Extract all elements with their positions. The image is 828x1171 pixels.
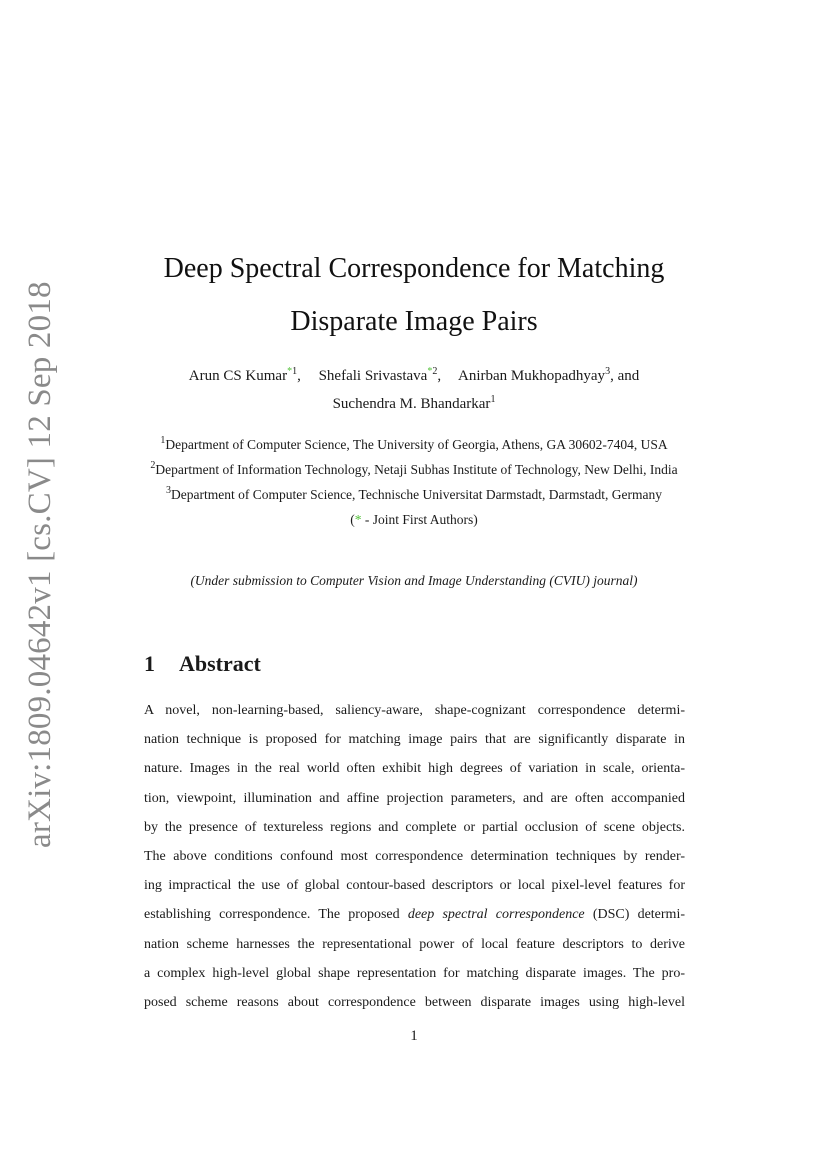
author-1-name: Arun CS Kumar xyxy=(188,368,288,384)
author-3-name: Anirban Mukhopadhyay xyxy=(458,368,606,384)
abstract-text: establishing correspondence. The proposed xyxy=(144,907,408,923)
abstract-line: nation technique is proposed for matching image pairs that are significantly disparate in xyxy=(144,732,685,748)
paper-title-line-2: Disparate Image Pairs xyxy=(290,306,538,337)
author-2-name: Shefali Srivastava xyxy=(318,368,428,384)
abstract-text: (DSC) determi- xyxy=(584,907,685,923)
author-4-name: Suchendra M. Bhandarkar xyxy=(332,396,491,412)
emphasized-term: deep spectral correspondence xyxy=(407,907,585,923)
abstract-line: by the presence of textureless regions and complete or partial occlusion of scene objects. xyxy=(144,819,685,835)
paren: ( xyxy=(350,512,355,527)
submission-note: (Under submission to Computer Vision and Image Understanding (CVIU) journal) xyxy=(190,573,638,588)
abstract-line: nation scheme harnesses the representational power of local feature descriptors to derive xyxy=(144,936,685,952)
affiliation-text: Department of Computer Science, The University of Georgia, Athens, GA 30602-7404, USA xyxy=(165,437,668,452)
joint-first-author-marker: * xyxy=(354,512,362,527)
author-1-affiliation-mark: 1 xyxy=(292,366,298,377)
joint-first-authors-note xyxy=(100,511,728,529)
arxiv-stamp: arXiv:1809.04642v1 [cs.CV] 12 Sep 2018 xyxy=(22,281,58,848)
author-2 xyxy=(319,368,441,384)
joint-first-author-marker: * xyxy=(287,366,293,377)
author-list xyxy=(120,366,708,386)
section-title: Abstract xyxy=(179,651,261,676)
abstract-line: a complex high-level global shape representation for matching disparate images. The pro- xyxy=(144,965,685,981)
author-separator: , xyxy=(297,368,301,384)
page-number: 1 xyxy=(410,1028,418,1044)
author-3 xyxy=(458,368,639,384)
affiliation-mark: 1 xyxy=(160,435,166,446)
abstract-line: ing impractical the use of global contour-based descriptors or local pixel-level features for xyxy=(144,878,685,894)
section-number: 1 xyxy=(144,651,155,676)
author-separator: , and xyxy=(610,368,640,384)
abstract-line: posed scheme reasons about correspondence between disparate images using high-level xyxy=(144,994,685,1010)
affiliation-text: Department of Information Technology, Netaji Subhas Institute of Technology, New Delhi, India xyxy=(155,462,678,477)
author-3-affiliation-mark: 3 xyxy=(605,366,611,377)
affiliation-1 xyxy=(100,436,728,454)
affiliation-text: Department of Computer Science, Technische Universitat Darmstadt, Darmstadt, Germany xyxy=(170,487,663,502)
abstract-line: tion, viewpoint, illumination and affine projection parameters, and are often accompanied xyxy=(144,790,685,806)
paper-title-line-1: Deep Spectral Correspondence for Matching xyxy=(163,253,665,284)
author-2-affiliation-mark: 2 xyxy=(432,366,438,377)
abstract-line: The above conditions confound most correspondence determination techniques by render- xyxy=(144,848,685,864)
abstract-line: nature. Images in the real world often exhibit high degrees of variation in scale, orienta- xyxy=(144,761,685,777)
abstract-line: A novel, non-learning-based, saliency-aware, shape-cognizant correspondence determi- xyxy=(144,703,685,718)
affiliation-3 xyxy=(100,486,728,504)
author-4 xyxy=(333,396,496,412)
author-list-continued xyxy=(120,394,708,414)
abstract-body xyxy=(144,701,685,1022)
section-heading xyxy=(144,650,261,678)
joint-first-author-marker: * xyxy=(427,366,433,377)
affiliation-2 xyxy=(100,461,728,479)
author-separator: , xyxy=(437,368,442,384)
affiliation-mark: 2 xyxy=(150,460,156,471)
affiliation-mark: 3 xyxy=(165,485,171,496)
joint-note-text: - Joint First Authors) xyxy=(361,512,478,527)
author-1 xyxy=(189,368,301,384)
author-4-affiliation-mark: 1 xyxy=(490,394,496,405)
abstract-line xyxy=(144,905,685,934)
